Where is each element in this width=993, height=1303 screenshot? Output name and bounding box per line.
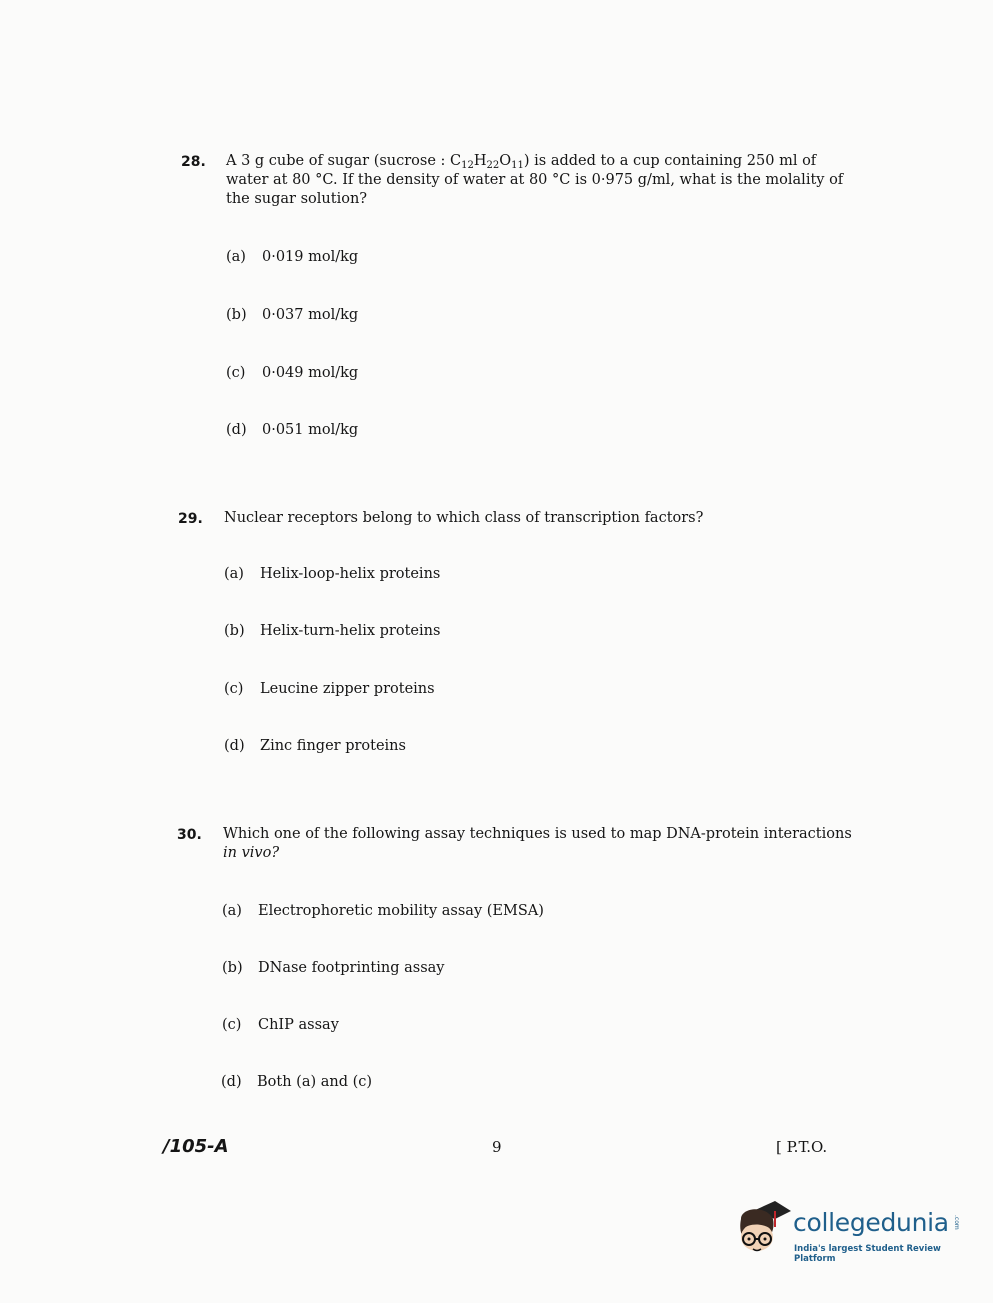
option-a: (a) Helix-loop-helix proteins bbox=[224, 566, 441, 582]
option-d: (d) Both (a) and (c) bbox=[221, 1074, 373, 1090]
question-number: 30. bbox=[177, 827, 202, 843]
option-b: (b) DNase footprinting assay bbox=[222, 960, 445, 976]
option-a: (a) 0·019 mol/kg bbox=[226, 249, 359, 265]
option-c: (c) 0·049 mol/kg bbox=[226, 365, 359, 381]
option-a: (a) Electrophoretic mobility assay (EMSA) bbox=[222, 903, 544, 919]
option-c: (c) ChIP assay bbox=[222, 1017, 339, 1033]
option-d: (d) 0·051 mol/kg bbox=[226, 422, 359, 438]
option-d: (d) Zinc finger proteins bbox=[224, 738, 406, 754]
pto-marker: [ P.T.O. bbox=[776, 1138, 828, 1156]
paper-code: /105-A bbox=[163, 1136, 229, 1157]
page-number: 9 bbox=[492, 1138, 502, 1156]
option-c: (c) Leucine zipper proteins bbox=[224, 681, 435, 697]
option-b: (b) Helix-turn-helix proteins bbox=[224, 623, 441, 639]
question-text: Which one of the following assay techniques is used to map DNA-protein interactions in vivo? bbox=[223, 826, 852, 861]
option-b: (b) 0·037 mol/kg bbox=[226, 307, 359, 323]
logo-wordmark: collegedunia bbox=[793, 1208, 949, 1237]
question-text: Nuclear receptors belong to which class of transcription factors? bbox=[224, 510, 704, 526]
logo-tagline: India's largest Student Review Platform bbox=[794, 1244, 941, 1264]
question-number: 29. bbox=[178, 511, 203, 527]
collegedunia-logo bbox=[735, 1195, 965, 1265]
question-text: A 3 g cube of sugar (sucrose : $C_{12}H_{22}O_{11}$) is added to a cup containing 250 ml of water at 80 °C. If the density of water at 80 °C is 0·975 g/ml, what is the molality of the sugar solution? bbox=[226, 153, 844, 207]
mascot-icon bbox=[735, 1197, 793, 1259]
logo-com: .com bbox=[953, 1215, 960, 1230]
question-number: 28. bbox=[181, 154, 206, 170]
